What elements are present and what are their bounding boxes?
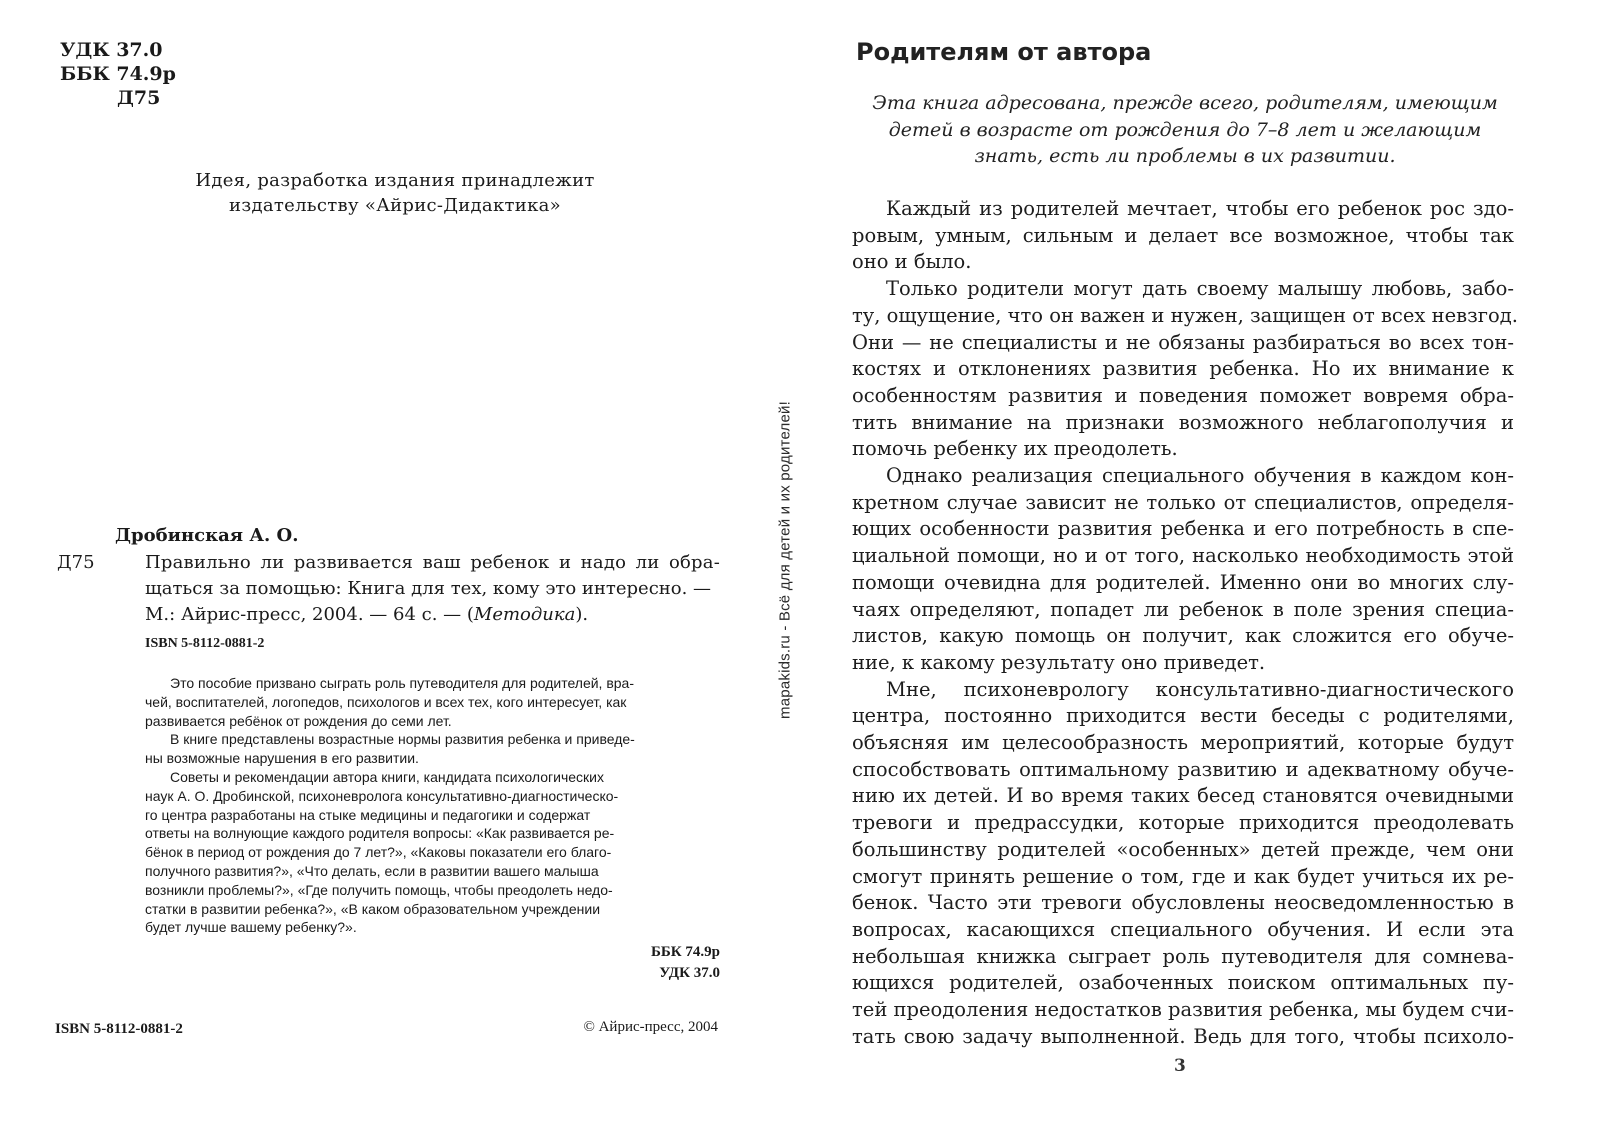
body-line: тревоги и предрассудки, которые приходится преодолевать bbox=[852, 811, 1514, 835]
series-name: Методика bbox=[473, 604, 576, 625]
body-line: помощи очевидна для родителей. Именно они во многих слу- bbox=[852, 570, 1514, 594]
annotation-line: го центра разработаны на стыке медицины и педагогики и содержат bbox=[145, 806, 591, 823]
annotation-line: чей, воспитателей, логопедов, психологов и всех тех, кого интересует, как bbox=[145, 693, 627, 710]
left-page bbox=[0, 0, 790, 1147]
description-line: Правильно ли развивается ваш ребенок и надо ли обра- bbox=[145, 552, 720, 573]
watermark-text: mapakids.ru - Всё для детей и их родителей! bbox=[776, 401, 794, 719]
bbk-code: ББК 74.9р bbox=[60, 63, 176, 85]
body-line: Мне, психоневрологу консультативно-диагностического bbox=[886, 677, 1514, 701]
body-line: тать свою задачу выполненной. Ведь для того, чтобы психоло- bbox=[852, 1024, 1514, 1048]
annotation-line: возникли проблемы?», «Где получить помощь, чтобы преодолеть недо- bbox=[145, 881, 613, 898]
body-line: объясняя им целесообразность мероприятий, которые будут bbox=[852, 731, 1514, 755]
udk-code-bottom: УДК 37.0 bbox=[659, 965, 720, 981]
body-line: бенок. Часто эти тревоги обусловлены неосведомленностью в bbox=[852, 891, 1514, 915]
annotation-line: статки в развитии ребенка?», «В каком образовательном учреждении bbox=[145, 900, 601, 917]
body-line: вопросах, касающихся специального обучения. И если эта bbox=[852, 917, 1514, 941]
body-line: ровым, умным, сильным и делает все возможное, чтобы так bbox=[852, 223, 1514, 247]
author-code: Д75 bbox=[57, 552, 95, 573]
annotation-line: наук А. О. Дробинской, психоневролога консультативно-диагностическо- bbox=[145, 787, 619, 804]
annotation-line: развивается ребёнок от рождения до семи лет. bbox=[145, 712, 452, 729]
body-line: ние, к какому результату оно приведет. bbox=[852, 650, 1266, 674]
body-line: помочь ребенку их преодолеть. bbox=[852, 437, 1178, 461]
body-line: смогут принять решение о том, где и как будет учиться их ре- bbox=[852, 864, 1514, 888]
description-line: щаться за помощью: Книга для тех, кому это интересно. — bbox=[145, 578, 712, 599]
epigraph-line: Эта книга адресована, прежде всего, родителям, имеющим bbox=[872, 92, 1498, 114]
classification-bottom bbox=[651, 942, 720, 984]
description-text: М.: Айрис-пресс, 2004. — 64 с. — ( bbox=[145, 604, 474, 625]
chapter-title: Родителям от автора bbox=[856, 38, 1152, 66]
annotation bbox=[145, 674, 720, 937]
idea-line: Идея, разработка издания принадлежит bbox=[195, 170, 595, 191]
body-line: костях и отклонениях развития ребенка. Но их внимание к bbox=[852, 357, 1514, 381]
annotation-line: бёнок в период от рождения до 7 лет?», «Каковы показатели его благо- bbox=[145, 844, 612, 861]
body-line: Однако реализация специального обучения в каждом кон- bbox=[886, 464, 1514, 488]
author-name: Дробинская А. О. bbox=[115, 525, 299, 546]
body-line: циальной помощи, но и от того, насколько необходимость этой bbox=[852, 544, 1514, 568]
bbk-code-bottom: ББК 74.9р bbox=[650, 944, 720, 960]
body-line: тей преодоления недостатков развития ребенка, мы будем счи- bbox=[852, 998, 1514, 1022]
epigraph-line: детей в возрасте от рождения до 7–8 лет и желающим bbox=[888, 118, 1482, 141]
udk-code: УДК 37.0 bbox=[60, 39, 163, 61]
body-line: ющихся родителей, озабоченных поиском оптимальных пу- bbox=[852, 971, 1514, 995]
body-line: листов, какую помощь он получит, как сложится его обуче- bbox=[852, 624, 1514, 648]
body-line: нию их детей. И во время таких бесед становятся очевидными bbox=[852, 784, 1514, 808]
body-line: Они — не специалисты и не обязаны разбираться во всех тон- bbox=[852, 330, 1514, 354]
body-line: кретном случае зависит не только от специалистов, определя- bbox=[852, 490, 1514, 514]
body-line: тить внимание на признаки возможного неблагополучия и bbox=[852, 410, 1514, 434]
body-line: чаях определяют, попадет ли ребенок в поле зрения специа- bbox=[852, 597, 1514, 621]
idea-credit bbox=[100, 168, 690, 218]
annotation-line: ны возможные нарушения в его развитии. bbox=[145, 750, 419, 767]
copyright: © Айрис-пресс, 2004 bbox=[583, 1019, 718, 1035]
author-mark: Д75 bbox=[117, 87, 161, 109]
epigraph bbox=[860, 90, 1510, 170]
right-page bbox=[790, 0, 1601, 1147]
body-line: особенностям развития и поведения поможет вовремя обра- bbox=[852, 383, 1514, 407]
idea-line: издательству «Айрис-Дидактика» bbox=[229, 195, 561, 216]
body-line: ющих особенности развития ребенка и его потребность в спе- bbox=[852, 517, 1514, 541]
annotation-line: получного развития?», «Что делать, если в развитии вашего малыша bbox=[145, 862, 599, 879]
isbn: ISBN 5-8112-0881-2 bbox=[145, 636, 265, 651]
body-text bbox=[852, 196, 1518, 1051]
body-line: ту, ощущение, что он важен и нужен, защищен от всех невзгод. bbox=[852, 303, 1518, 327]
annotation-line: Это пособие призвано сыграть роль путеводителя для родителей, вра- bbox=[170, 675, 634, 691]
page-number: 3 bbox=[1174, 1056, 1186, 1076]
body-line: оно и было. bbox=[852, 250, 972, 274]
body-line: большинству родителей «особенных» детей прежде, чем они bbox=[852, 837, 1514, 861]
body-line: способствовать оптимальному развитию и адекватному обуче- bbox=[852, 757, 1514, 781]
epigraph-line: знать, есть ли проблемы в их развитии. bbox=[974, 145, 1396, 167]
bibliographic-description bbox=[145, 550, 720, 628]
series-close: ). bbox=[575, 604, 589, 625]
body-line: Каждый из родителей мечтает, чтобы его ребенок рос здо- bbox=[886, 197, 1514, 220]
annotation-line: ответы на волнующие каждого родителя вопросы: «Как развивается ре- bbox=[145, 825, 615, 842]
body-line: Только родители могут дать своему малышу любовь, забо- bbox=[886, 277, 1514, 301]
classification-block bbox=[60, 38, 176, 110]
annotation-line: В книге представлены возрастные нормы развития ребенка и приведе- bbox=[170, 731, 635, 748]
body-line: центра, постоянно приходится вести беседы с родителями, bbox=[852, 704, 1514, 728]
body-line: небольшая книжка сыграет роль путеводителя для сомнева- bbox=[852, 944, 1514, 968]
annotation-line: Советы и рекомендации автора книги, кандидата психологических bbox=[170, 768, 604, 785]
annotation-line: будет лучше вашему ребенку?». bbox=[145, 919, 357, 936]
isbn-bottom: ISBN 5-8112-0881-2 bbox=[55, 1021, 183, 1037]
description-line bbox=[145, 602, 720, 628]
